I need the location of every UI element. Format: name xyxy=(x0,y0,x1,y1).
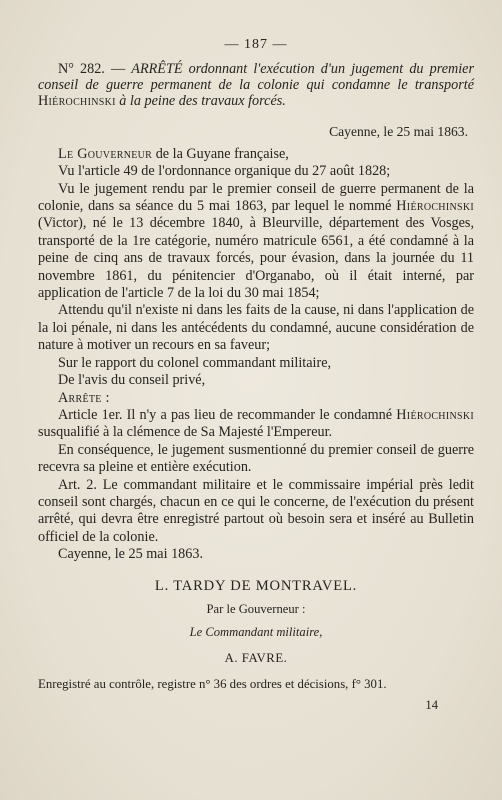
decree-number: N° 282. xyxy=(58,61,105,78)
registration-note: Enregistré au contrôle, registre n° 36 des ordres et décisions, f° 301. xyxy=(38,677,387,692)
decree-title-keyword: ARRÊTÉ xyxy=(131,61,183,78)
paragraph-vu-ordonnance: Vu l'article 49 de l'ordonnance organique du 27 août 1828; xyxy=(58,163,391,180)
officer-signature: A. FAVRE. xyxy=(224,650,288,665)
governor-title: Le Gouverneur xyxy=(58,145,153,162)
paragraph-vu-jugement xyxy=(38,181,474,303)
jugement-text-a: Vu le jugement rendu par le premier conseil de guerre permanent de la colonie, dans sa séance du 5 mai 1863, par lequel le nommé xyxy=(38,180,474,215)
governor-rest: de la Guyane française, xyxy=(152,145,289,162)
article-2: Art. 2. Le commandant militaire et le commissaire impérial près ledit conseil sont chargés, chacun en ce qui le concerne, de l'exécution du présent arrêté, qui devra être enregistré partout où besoin sera et inséré au Bulletin officiel de la colonie. xyxy=(38,476,474,545)
article-1-name: Hiérochinski xyxy=(396,406,474,423)
paragraph-consequence: En conséquence, le jugement susmentionné du premier conseil de guerre recevra sa pleine et entière exécution. xyxy=(38,441,474,476)
article-1-text-b: susqualifié à la clémence de Sa Majesté l'Empereur. xyxy=(38,424,333,441)
document-text xyxy=(38,36,474,714)
place-date: Cayenne, le 25 mai 1863. xyxy=(329,124,468,140)
closing-date: Cayenne, le 25 mai 1863. xyxy=(58,546,203,563)
condemned-name: Hiérochinski xyxy=(396,198,474,215)
page-number: — 187 — xyxy=(224,37,288,52)
article-1-text-a: Article 1er. Il n'y a pas lieu de recommander le condamné xyxy=(58,406,397,423)
decree-heading xyxy=(38,61,474,109)
decree-title: ordonnant l'exécution d'un jugement du premier conseil de guerre permanent de la colonie qui condamne le transporté xyxy=(38,61,475,94)
jugement-text-b: (Victor), né le 13 décembre 1840, à Bleurville, département des Vosges, transporté de la 1re catégorie, numéro matricule 6561, a été condamné à la peine de cinq ans de travaux forcés, pour évasion, dans la journée du 11 novembre 1861, du pénitencier d'Organabo, où il était interné, par application de l'article 7 de la loi du 30 mai 1854; xyxy=(38,215,474,302)
paragraph-avis: De l'avis du conseil privé, xyxy=(58,372,206,389)
article-1 xyxy=(38,407,474,442)
paragraph-attendu: Attendu qu'il n'existe ni dans les faits de la cause, ni dans l'application de la loi pénale, ni dans les antécédents du condamné, aucune considération de nature à motiver un recours en sa faveur; xyxy=(38,302,474,354)
signature-role: Le Commandant militaire, xyxy=(189,625,323,640)
governor-line xyxy=(38,146,474,163)
paragraph-rapport: Sur le rapport du colonel commandant militaire, xyxy=(58,354,332,371)
arrete-label: Arrête : xyxy=(58,389,110,406)
sheet-mark: 14 xyxy=(425,697,438,712)
heading-dash: — xyxy=(104,61,132,78)
signature-by-line: Par le Gouverneur : xyxy=(206,601,306,616)
decree-title-name: Hiérochinski xyxy=(38,93,116,110)
decree-title-tail: à la peine des travaux forcés. xyxy=(115,93,286,110)
governor-signature: L. TARDY DE MONTRAVEL. xyxy=(154,577,358,594)
